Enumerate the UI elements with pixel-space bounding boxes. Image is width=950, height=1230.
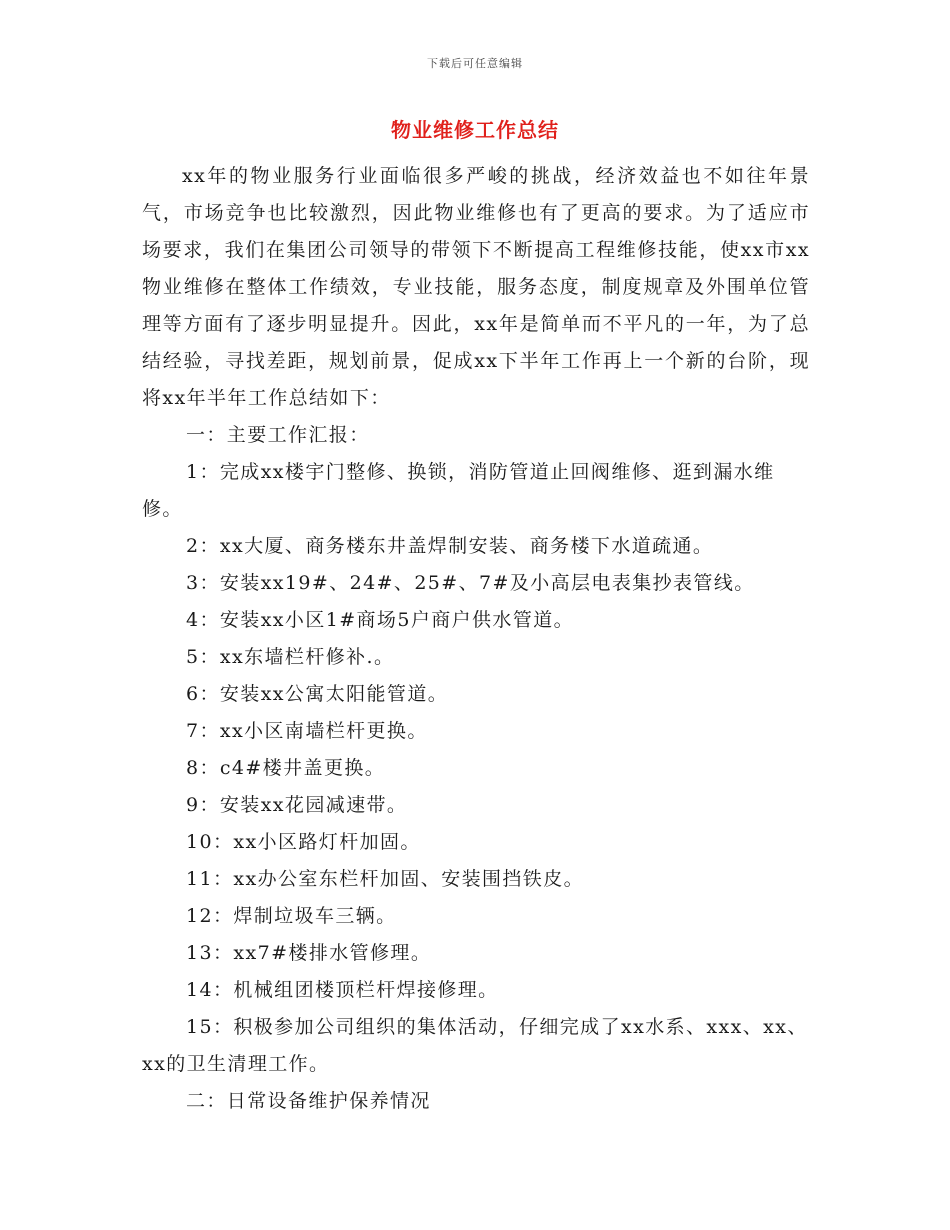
intro-paragraph: xx年的物业服务行业面临很多严峻的挑战，经济效益也不如往年景气，市场竞争也比较激烈，因此物业维修也有了更高的要求。为了适应市场要求，我们在集团公司领导的带领下不断提高工程维修技能，使xx市xx物业维修在整体工作绩效，专业技能，服务态度，制度规章及外围单位管理等方面有了逐步明显提升。因此，xx年是简单而不平凡的一年，为了总结经验，寻找差距，规划前景，促成xx下半年工作再上一个新的台阶，现将xx年半年工作总结如下： (142, 165, 810, 409)
list-item: 4：安装xx小区1#商场5户商户供水管道。 (186, 609, 575, 631)
list-item: 9：安装xx花园减速带。 (186, 794, 408, 816)
section-heading-main-work: 一：主要工作汇报： (186, 424, 370, 446)
list-item: 15：积极参加公司组织的集体活动，仔细完成了xx水系、xxx、xx、xx的卫生清理工作。 (142, 1016, 808, 1075)
list-item: 12：焊制垃圾车三辆。 (186, 905, 397, 927)
list-item: 11：xx办公室东栏杆加固、安装围挡铁皮。 (186, 868, 585, 890)
document-body (142, 158, 810, 1120)
list-item: 8：c4#楼井盖更换。 (186, 757, 386, 779)
section-heading-equipment-maintenance: 二：日常设备维护保养情况 (186, 1090, 431, 1112)
list-item: 13：xx7#楼排水管修理。 (186, 942, 432, 964)
list-item: 5：xx东墙栏杆修补.。 (186, 646, 395, 668)
list-item: 1：完成xx楼宇门整修、换锁，消防管道止回阀维修、逛到漏水维修。 (142, 461, 775, 520)
list-item: 7：xx小区南墙栏杆更换。 (186, 720, 428, 742)
list-item: 10：xx小区路灯杆加固。 (186, 831, 421, 853)
header-note: 下载后可任意编辑 (427, 57, 523, 70)
list-item: 14：机械组团楼顶栏杆焊接修理。 (186, 979, 499, 1001)
list-item: 3：安装xx19#、24#、25#、7#及小高层电表集抄表管线。 (186, 572, 755, 594)
list-item: 2：xx大厦、商务楼东井盖焊制安装、商务楼下水道疏通。 (186, 535, 714, 557)
list-item: 6：安装xx公寓太阳能管道。 (186, 683, 449, 705)
document-title: 物业维修工作总结 (391, 118, 559, 142)
